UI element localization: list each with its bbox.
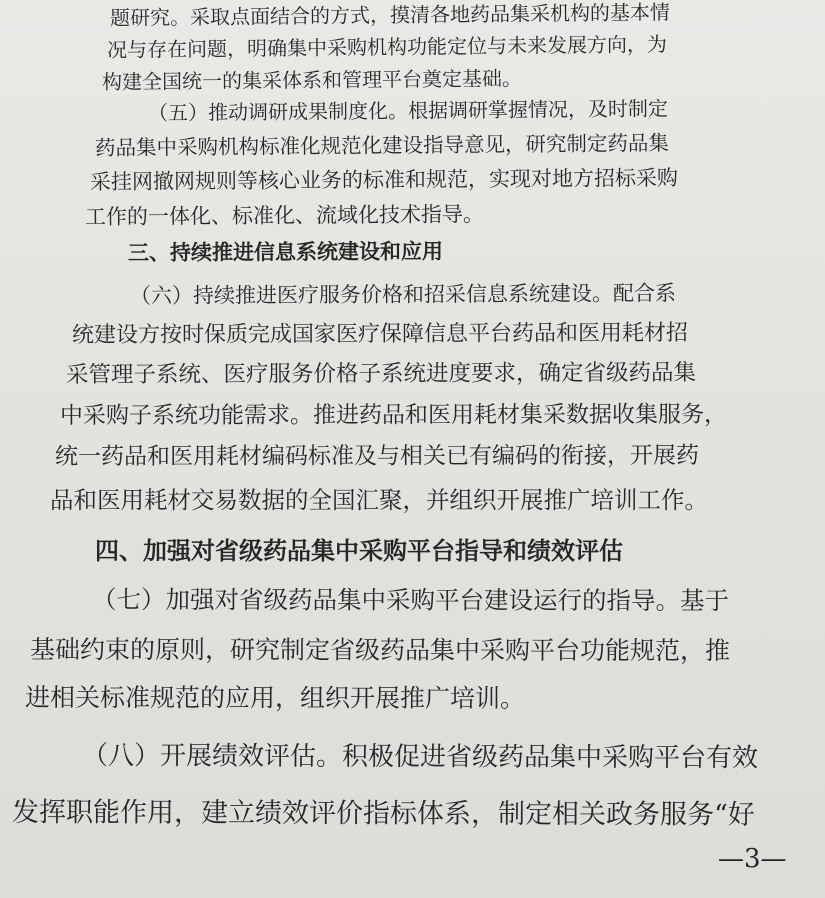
body-line-3: 构建全国统一的集采体系和管理平台奠定基础。 [101, 66, 523, 94]
paragraph-7-line-3: 进相关标准规范的应用，组织开展推广培训。 [24, 683, 526, 713]
paragraph-7-line-1: （七）加强对省级药品集中采购平台建设运行的指导。基于 [91, 585, 730, 616]
section-heading-3: 三、持续推进信息系统建设和应用 [127, 239, 444, 265]
paragraph-6-line-2: 统建设方按时保质完成国家医疗保障信息平台药品和医用耗材招 [71, 320, 689, 348]
body-line-1: 题研究。采取点面结合的方式，摸清各地药品集采机构的基本情 [109, 0, 671, 30]
paragraph-5-line-1: （五）推动调研成果制度化。根据调研掌握情况，及时制定 [147, 96, 669, 125]
paragraph-6-line-5: 统一药品和医用耗材编码标准及与相关已有编码的衔接，开展药 [54, 442, 700, 470]
paragraph-7-line-2: 基础约束的原则，研究制定省级药品集中采购平台功能规范，推 [29, 635, 731, 666]
paragraph-8-line-2: 发挥职能作用，建立绩效评价指标体系，制定相关政务服务“好 [11, 797, 755, 831]
page-number: —3— [718, 844, 787, 874]
body-line-2: 况与存在问题，明确集中采购机构功能定位与未来发展方向，为 [106, 32, 668, 62]
section-heading-4: 四、加强对省级药品集中采购平台指导和绩效评估 [95, 537, 623, 565]
paragraph-6-line-1: （六）持续推进医疗服务价格和招采信息系统建设。配合系 [129, 281, 677, 308]
paragraph-8-line-1: （八）开展绩效评估。积极促进省级药品集中采购平台有效 [81, 741, 759, 774]
paragraph-5-line-4: 工作的一体化、标准化、流域化技术指导。 [84, 202, 485, 229]
paragraph-5-line-2: 药品集中采购机构标准化规范化建设指导意见，研究制定药品集 [94, 130, 670, 160]
paragraph-6-line-4: 中采购子系统功能需求。推进药品和医用耗材集采数据收集服务， [59, 401, 728, 429]
paragraph-6-line-6: 品和医用耗材交易数据的全国汇聚，并组织开展推广培训工作。 [50, 486, 708, 514]
paragraph-5-line-3: 采挂网撤网规则等核心业务的标准和规范，实现对地方招标采购 [89, 165, 679, 194]
paragraph-6-line-3: 采管理子系统、医疗服务价格子系统进度要求，确定省级药品集 [65, 359, 697, 388]
